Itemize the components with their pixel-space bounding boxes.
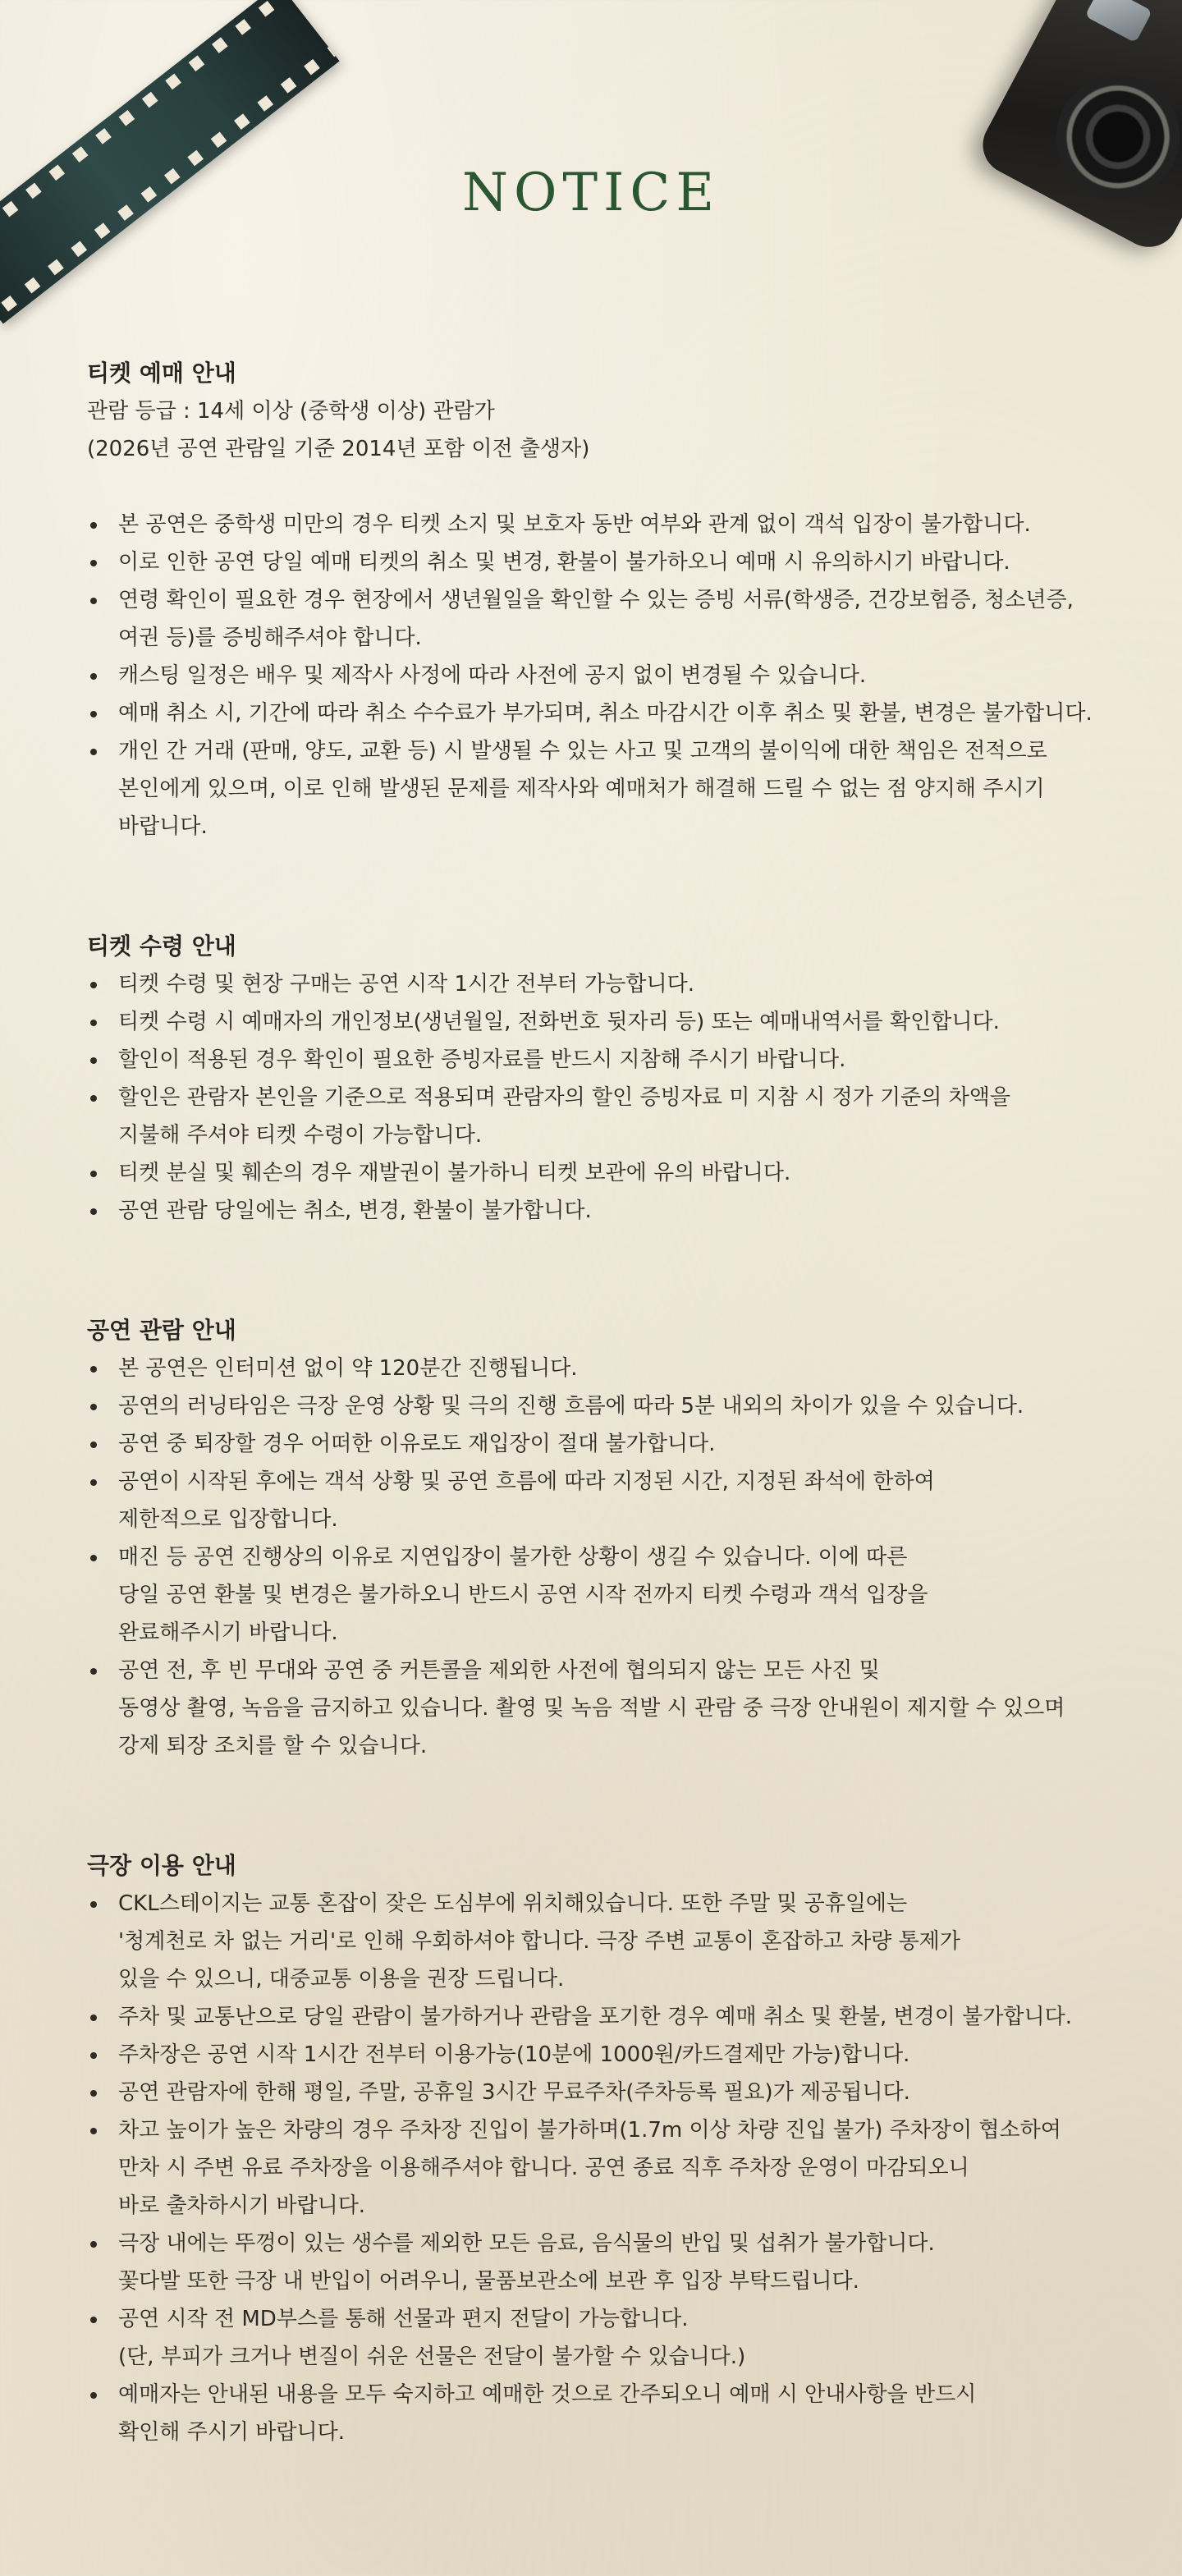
- list-item-text: 차고 높이가 높은 차량의 경우 주차장 진입이 불가하며(1.7m 이상 차량 진입 불가) 주차장이 협소하여: [118, 2118, 1061, 2143]
- list-item-text: 연령 확인이 필요한 경우 현장에서 생년월일을 확인할 수 있는 증빙 서류(학생증, 건강보험증, 청소년증,: [118, 588, 1074, 612]
- list-item-text: 공연 전, 후 빈 무대와 공연 중 커튼콜을 제외한 사전에 협의되지 않는 모든 사진 및: [118, 1658, 880, 1683]
- list-item: [87, 2074, 1146, 2111]
- list-item: [87, 732, 1146, 846]
- list-item-text: 주차 및 교통난으로 당일 관람이 불가하거나 관람을 포기한 경우 예매 취소 및 환불, 변경이 불가합니다.: [118, 2005, 1072, 2029]
- list-item-text: 만차 시 주변 유료 주차장을 이용해주셔야 합니다. 공연 종료 직후 주차장 운영이 마감되오니: [118, 2156, 969, 2180]
- intro-line: (2026년 공연 관람일 기준 2014년 포함 이전 출생자): [87, 437, 590, 461]
- list-item: [87, 2225, 1146, 2300]
- list-item: [87, 543, 1146, 581]
- list-item-text: 티켓 수령 시 예매자의 개인정보(생년월일, 전화번호 뒷자리 등) 또는 예매내역서를 확인합니다.: [118, 1010, 1000, 1034]
- list-item: [87, 1998, 1146, 2036]
- list-item: [87, 1350, 1146, 1387]
- list-item: [87, 2300, 1146, 2376]
- list-item: [87, 2376, 1146, 2451]
- intro-line: 관람 등급 : 14세 이상 (중학생 이상) 관람가: [87, 399, 495, 424]
- list-item-text: 공연 중 퇴장할 경우 어떠한 이유로도 재입장이 절대 불가합니다.: [118, 1432, 716, 1456]
- list-item-text: (단, 부피가 크거나 변질이 쉬운 선물은 전달이 불가할 수 있습니다.): [118, 2345, 746, 2369]
- list-item-text: CKL스테이지는 교통 혼잡이 잦은 도심부에 위치해있습니다. 또한 주말 및 공휴일에는: [118, 1891, 908, 1916]
- spacer: [87, 468, 1146, 506]
- list-item-text: 본인에게 있으며, 이로 인해 발생된 문제를 제작사와 예매처가 해결해 드릴 수 없는 점 양지해 주시기: [118, 777, 1045, 801]
- list-item: [87, 1003, 1146, 1041]
- notice-list: [87, 965, 1146, 1230]
- list-item: [87, 1885, 1146, 1998]
- section-2: [87, 928, 1146, 1230]
- list-item: [87, 1538, 1146, 1652]
- list-item-text: 공연 시작 전 MD부스를 통해 선물과 편지 전달이 가능합니다.: [118, 2307, 689, 2331]
- list-item-text: 본 공연은 인터미션 없이 약 120분간 진행됩니다.: [118, 1356, 578, 1381]
- section-1: [87, 355, 1146, 846]
- list-item-text: 확인해 주시기 바랍니다.: [118, 2420, 345, 2445]
- list-item-text: 바랍니다.: [118, 814, 208, 839]
- list-item-text: 할인이 적용된 경우 확인이 필요한 증빙자료를 반드시 지참해 주시기 바랍니다.: [118, 1047, 846, 1072]
- notice-list: [87, 506, 1146, 846]
- section-heading: 극장 이용 안내: [87, 1852, 236, 1879]
- list-item: [87, 1154, 1146, 1192]
- list-item: [87, 581, 1146, 657]
- list-item-text: 본 공연은 중학생 미만의 경우 티켓 소지 및 보호자 동반 여부와 관계 없이 객석 입장이 불가합니다.: [118, 512, 1031, 537]
- list-item-text: 공연 관람자에 한해 평일, 주말, 공휴일 3시간 무료주차(주차등록 필요)가 제공됩니다.: [118, 2080, 910, 2105]
- section-4: [87, 1847, 1146, 2451]
- list-item-text: 티켓 수령 및 현장 구매는 공연 시작 1시간 전부터 가능합니다.: [118, 972, 694, 997]
- list-item-text: 주차장은 공연 시작 1시간 전부터 이용가능(10분에 1000원/카드결제만 가능)합니다.: [118, 2042, 910, 2067]
- list-item-text: 당일 공연 환불 및 변경은 불가하오니 반드시 공연 시작 전까지 티켓 수령과 객석 입장을: [118, 1583, 928, 1607]
- list-item: [87, 1041, 1146, 1079]
- page-title: NOTICE: [461, 163, 721, 223]
- list-item-text: 예매 취소 시, 기간에 따라 취소 수수료가 부가되며, 취소 마감시간 이후 취소 및 환불, 변경은 불가합니다.: [118, 701, 1093, 726]
- section-heading: 티켓 수령 안내: [87, 933, 236, 960]
- list-item-text: 공연 관람 당일에는 취소, 변경, 환불이 불가합니다.: [118, 1199, 592, 1223]
- list-item-text: 강제 퇴장 조치를 할 수 있습니다.: [118, 1734, 428, 1758]
- list-item: [87, 965, 1146, 1003]
- list-item-text: 제한적으로 입장합니다.: [118, 1507, 338, 1532]
- list-item: [87, 1079, 1146, 1154]
- camera-viewfinder: [1085, 0, 1152, 43]
- list-item-text: 개인 간 거래 (판매, 양도, 교환 등) 시 발생될 수 있는 사고 및 고객의 불이익에 대한 책임은 전적으로: [118, 739, 1047, 763]
- list-item-text: 할인은 관람자 본인을 기준으로 적용되며 관람자의 할인 증빙자료 미 지참 시 정가 기준의 차액을: [118, 1085, 1010, 1110]
- list-item-text: 완료해주시기 바랍니다.: [118, 1620, 338, 1645]
- list-item: [87, 1192, 1146, 1230]
- list-item: [87, 506, 1146, 543]
- list-item-text: 꽃다발 또한 극장 내 반입이 어려우니, 물품보관소에 보관 후 입장 부탁드립니다.: [118, 2269, 859, 2294]
- section-3: [87, 1312, 1146, 1765]
- list-item-text: 공연이 시작된 후에는 객석 상황 및 공연 흐름에 따라 지정된 시간, 지정된 좌석에 한하여: [118, 1469, 935, 1494]
- list-item: [87, 657, 1146, 694]
- list-item: [87, 1463, 1146, 1538]
- list-item: [87, 2111, 1146, 2225]
- list-item-text: 여권 등)를 증빙해주셔야 합니다.: [118, 626, 422, 650]
- list-item-text: 캐스팅 일정은 배우 및 제작사 사정에 따라 사전에 공지 없이 변경될 수 있습니다.: [118, 663, 867, 688]
- list-item: [87, 694, 1146, 732]
- notice-list: [87, 1885, 1146, 2451]
- list-item-text: '청계천로 차 없는 거리'로 인해 우회하셔야 합니다. 극장 주변 교통이 혼잡하고 차량 통제가: [118, 1929, 960, 1954]
- list-item-text: 있을 수 있으니, 대중교통 이용을 권장 드립니다.: [118, 1967, 565, 1992]
- section-heading: 공연 관람 안내: [87, 1317, 236, 1344]
- list-item: [87, 1425, 1146, 1463]
- list-item-text: 이로 인한 공연 당일 예매 티켓의 취소 및 변경, 환불이 불가하오니 예매 시 유의하시기 바랍니다.: [118, 550, 1010, 575]
- list-item: [87, 2036, 1146, 2074]
- list-item-text: 예매자는 안내된 내용을 모두 숙지하고 예매한 것으로 간주되오니 예매 시 안내사항을 반드시: [118, 2382, 977, 2407]
- list-item-text: 공연의 러닝타임은 극장 운영 상황 및 극의 진행 흐름에 따라 5분 내외의 차이가 있을 수 있습니다.: [118, 1394, 1024, 1419]
- list-item: [87, 1652, 1146, 1765]
- list-item-text: 티켓 분실 및 훼손의 경우 재발권이 불가하니 티켓 보관에 유의 바랍니다.: [118, 1161, 791, 1185]
- notice-content: [87, 355, 1146, 2451]
- list-item: [87, 1387, 1146, 1425]
- list-item-text: 매진 등 공연 진행상의 이유로 지연입장이 불가한 상황이 생길 수 있습니다. 이에 따른: [118, 1545, 908, 1570]
- notice-list: [87, 1350, 1146, 1765]
- list-item-text: 바로 출차하시기 바랍니다.: [118, 2193, 366, 2218]
- section-heading: 티켓 예매 안내: [87, 360, 236, 387]
- list-item-text: 동영상 촬영, 녹음을 금지하고 있습니다. 촬영 및 녹음 적발 시 관람 중 극장 안내원이 제지할 수 있으며: [118, 1696, 1065, 1721]
- list-item-text: 극장 내에는 뚜껑이 있는 생수를 제외한 모든 음료, 음식물의 반입 및 섭취가 불가합니다.: [118, 2231, 935, 2256]
- list-item-text: 지불해 주셔야 티켓 수령이 가능합니다.: [118, 1123, 483, 1148]
